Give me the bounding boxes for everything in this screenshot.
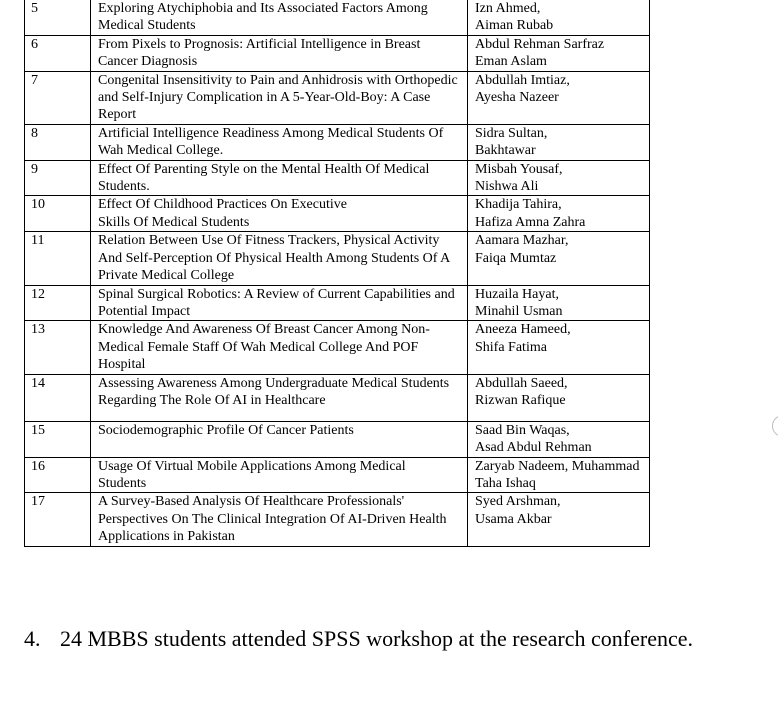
research-title	[91, 493, 468, 546]
row-number: 11	[25, 232, 91, 285]
title-line: And Self-Perception Of Physical Health Among Students Of A	[98, 250, 451, 266]
author-line: Syed Arshman,	[475, 494, 561, 510]
research-title	[91, 35, 468, 71]
table-row	[25, 35, 650, 71]
research-title	[91, 124, 468, 160]
title-line: Applications in Pakistan	[98, 529, 235, 545]
row-number: 15	[25, 421, 91, 457]
research-authors	[468, 160, 650, 196]
author-line: Sidra Sultan,	[475, 125, 548, 141]
research-authors	[468, 493, 650, 546]
table-row	[25, 232, 650, 285]
table-row	[25, 493, 650, 546]
research-title	[91, 0, 468, 35]
table-row	[25, 71, 650, 124]
research-title	[91, 71, 468, 124]
author-line: Nishwa Ali	[475, 179, 539, 195]
title-line: Report	[98, 107, 137, 123]
table-body	[25, 0, 650, 546]
author-line: Abdullah Saeed,	[475, 375, 568, 391]
title-line: Medical Female Staff Of Wah Medical College And POF	[98, 339, 419, 355]
author-line: Taha Ishaq	[475, 475, 536, 491]
author-line: Shifa Fatima	[475, 339, 547, 355]
author-line: Zaryab Nadeem, Muhammad	[475, 458, 640, 474]
title-line: Assessing Awareness Among Undergraduate Medical Students	[98, 375, 450, 391]
author-line: Abdullah Imtiaz,	[475, 72, 570, 88]
title-line: Effect Of Childhood Practices On Executive	[98, 197, 347, 213]
author-line: Aamara Mazhar,	[475, 233, 569, 249]
research-authors	[468, 124, 650, 160]
title-line: Students.	[98, 179, 150, 195]
title-line: Potential Impact	[98, 303, 191, 319]
title-line: Effect Of Parenting Style on the Mental Health Of Medical	[98, 161, 430, 177]
title-line: Artificial Intelligence Readiness Among Medical Students Of	[98, 125, 444, 141]
row-number: 10	[25, 196, 91, 232]
research-authors	[468, 374, 650, 421]
conclusion-text: 24 MBBS students attended SPSS workshop at the research conference.	[60, 626, 693, 651]
title-line: Spinal Surgical Robotics: A Review of Current Capabilities and	[98, 286, 455, 302]
title-line: Wah Medical College.	[98, 143, 224, 159]
title-line: A Survey-Based Analysis Of Healthcare Professionals'	[98, 494, 405, 510]
author-line: Minahil Usman	[475, 303, 563, 319]
research-title	[91, 457, 468, 493]
title-line: Regarding The Role Of AI in Healthcare	[98, 392, 326, 408]
table-row	[25, 124, 650, 160]
title-line: Exploring Atychiphobia and Its Associated Factors Among	[98, 1, 428, 16]
research-authors	[468, 35, 650, 71]
title-line: Skills Of Medical Students	[98, 214, 250, 230]
row-number: 13	[25, 321, 91, 374]
author-line: Khadija Tahira,	[475, 197, 562, 213]
title-line: Private Medical College	[98, 268, 235, 284]
research-title	[91, 160, 468, 196]
research-title	[91, 232, 468, 285]
research-authors	[468, 196, 650, 232]
research-authors	[468, 71, 650, 124]
row-number: 5	[25, 0, 91, 35]
table-row	[25, 321, 650, 374]
research-title	[91, 321, 468, 374]
author-line: Asad Abdul Rehman	[475, 439, 592, 455]
research-title	[91, 285, 468, 321]
table-row	[25, 374, 650, 421]
table-row	[25, 160, 650, 196]
table-row	[25, 285, 650, 321]
title-line: Knowledge And Awareness Of Breast Cancer Among Non-	[98, 322, 430, 338]
author-line: Hafiza Amna Zahra	[475, 214, 586, 230]
author-line: Usama Akbar	[475, 511, 552, 527]
research-authors	[468, 421, 650, 457]
table-row	[25, 0, 650, 35]
author-line: Misbah Yousaf,	[475, 161, 563, 177]
author-line: Eman Aslam	[475, 54, 547, 70]
title-line: Congenital Insensitivity to Pain and Anhidrosis with Orthopedic	[98, 72, 458, 88]
row-number: 17	[25, 493, 91, 546]
table-row	[25, 457, 650, 493]
research-authors	[468, 457, 650, 493]
list-number: 4.	[24, 626, 41, 651]
table-row	[25, 421, 650, 457]
research-presentations-table	[24, 0, 650, 547]
author-line: Faiqa Mumtaz	[475, 250, 557, 266]
research-authors	[468, 0, 650, 35]
title-line: Cancer Diagnosis	[98, 54, 198, 70]
title-line: Usage Of Virtual Mobile Applications Among Medical	[98, 458, 406, 474]
title-line: Hospital	[98, 357, 146, 373]
row-number: 7	[25, 71, 91, 124]
row-number: 14	[25, 374, 91, 421]
row-number: 12	[25, 285, 91, 321]
title-line: Medical Students	[98, 18, 196, 34]
row-number: 8	[25, 124, 91, 160]
author-line: Rizwan Rafique	[475, 392, 566, 408]
research-title	[91, 196, 468, 232]
title-line: Relation Between Use Of Fitness Trackers, Physical Activity	[98, 233, 440, 249]
scroll-handle-icon[interactable]	[772, 415, 778, 437]
research-title	[91, 421, 468, 457]
author-line: Ayesha Nazeer	[475, 90, 559, 106]
title-line: Sociodemographic Profile Of Cancer Patients	[98, 422, 354, 438]
research-authors	[468, 285, 650, 321]
row-number: 6	[25, 35, 91, 71]
author-line: Bakhtawar	[475, 143, 536, 159]
research-authors	[468, 232, 650, 285]
author-line: Aiman Rubab	[475, 18, 554, 34]
research-authors	[468, 321, 650, 374]
author-line: Huzaila Hayat,	[475, 286, 559, 302]
author-line: Izn Ahmed,	[475, 1, 541, 16]
author-line: Abdul Rehman Sarfraz	[475, 36, 605, 52]
row-number: 16	[25, 457, 91, 493]
title-line: Perspectives On The Clinical Integration Of AI-Driven Health	[98, 511, 447, 527]
author-line: Saad Bin Waqas,	[475, 422, 570, 438]
author-line: Aneeza Hameed,	[475, 322, 571, 338]
row-number: 9	[25, 160, 91, 196]
title-line: and Self-Injury Complication in A 5-Year-Old-Boy: A Case	[98, 90, 431, 106]
title-line: Students	[98, 475, 147, 491]
title-line: From Pixels to Prognosis: Artificial Intelligence in Breast	[98, 36, 421, 52]
research-title	[91, 374, 468, 421]
table-row	[25, 196, 650, 232]
conclusion-list-item	[24, 625, 693, 653]
